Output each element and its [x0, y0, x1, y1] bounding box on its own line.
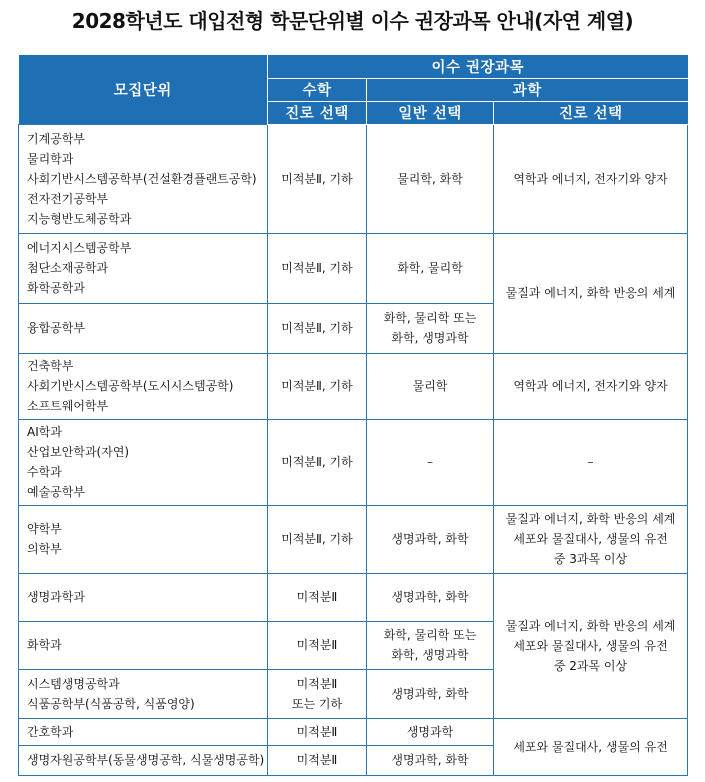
unit-cell	[19, 745, 268, 775]
unit-cell	[19, 419, 268, 505]
unit-name: 융합공학부	[27, 321, 85, 335]
header-unit: 모집단위	[19, 55, 268, 124]
unit-cell	[19, 621, 268, 669]
math-cell: 미적분Ⅱ	[268, 745, 367, 775]
sci-career-cell: 세포와 물질대사, 생물의 유전	[494, 718, 688, 775]
header-sci-career: 진로 선택	[494, 101, 688, 124]
math-cell: 미적분Ⅱ	[268, 573, 367, 621]
sci-general-cell: 생명과학, 화학	[367, 669, 494, 718]
sci-career-cell: 역학과 에너지, 전자기와 양자	[494, 124, 688, 233]
unit-name: 소프트웨어학부	[27, 399, 109, 413]
unit-name: 예술공학부	[27, 485, 85, 499]
unit-name: 첨단소재공학과	[27, 261, 109, 275]
sci-general-cell: 화학, 물리학	[367, 233, 494, 303]
unit-name: 시스템생명공학과	[27, 676, 120, 691]
unit-name: 화학공학과	[27, 281, 85, 295]
header-sci-general: 일반 선택	[367, 101, 494, 124]
table-row	[19, 573, 688, 621]
unit-name: 생명자원공학부(동물생명공학, 식물생명공학)	[27, 753, 265, 767]
unit-name: AI학과	[27, 425, 62, 439]
unit-cell	[19, 124, 268, 233]
table-row	[19, 419, 688, 505]
unit-name: 기계공학부	[27, 131, 85, 146]
math-cell: 미적분Ⅱ 또는 기하	[268, 669, 367, 718]
sci-general-cell: 생명과학, 화학	[367, 745, 494, 775]
sci-general-cell: 화학, 물리학 또는 화학, 생명과학	[367, 303, 494, 353]
unit-cell	[19, 718, 268, 745]
unit-name: 약학부	[27, 522, 62, 536]
unit-name: 전자전기공학부	[27, 191, 109, 206]
sci-career-cell: 역학과 에너지, 전자기와 양자	[494, 353, 688, 419]
sci-general-cell: 물리학	[367, 353, 494, 419]
unit-name: 에너지시스템공학부	[27, 241, 132, 255]
math-cell: 미적분Ⅱ	[268, 621, 367, 669]
recommended-courses-table	[18, 55, 688, 776]
page-title: 2028학년도 대입전형 학문단위별 이수 권장과목 안내(자연 계열)	[71, 9, 634, 33]
unit-name: 수학과	[27, 465, 62, 479]
header-math: 수학	[268, 78, 367, 101]
table-row	[19, 718, 688, 745]
unit-cell	[19, 353, 268, 419]
unit-name: 산업보안학과(자연)	[27, 445, 130, 459]
unit-cell	[19, 669, 268, 718]
math-cell: 미적분Ⅱ, 기하	[268, 353, 367, 419]
unit-cell	[19, 233, 268, 303]
header-science: 과학	[367, 78, 688, 101]
table-row	[19, 505, 688, 573]
unit-cell	[19, 573, 268, 621]
sci-career-cell: –	[494, 419, 688, 505]
header-recommended: 이수 권장과목	[268, 55, 688, 78]
unit-name: 식품공학부(식품공학, 식품영양)	[27, 696, 195, 711]
sci-career-cell: 물질과 에너지, 화학 반응의 세계	[494, 233, 688, 353]
unit-name: 생명과학과	[27, 590, 85, 604]
table-row	[19, 233, 688, 303]
sci-general-cell: 물리학, 화학	[367, 124, 494, 233]
unit-cell	[19, 505, 268, 573]
math-cell: 미적분Ⅱ, 기하	[268, 233, 367, 303]
math-cell: 미적분Ⅱ, 기하	[268, 505, 367, 573]
sci-general-cell: –	[367, 419, 494, 505]
sci-career-cell: 물질과 에너지, 화학 반응의 세계 세포와 물질대사, 생물의 유전 중 2과목 이상	[494, 573, 688, 718]
table-row	[19, 124, 688, 233]
unit-name: 건축학부	[27, 359, 74, 373]
table-row	[19, 353, 688, 419]
sci-general-cell: 생명과학	[367, 718, 494, 745]
unit-name: 사회기반시스템공학부(도시시스템공학)	[27, 379, 234, 393]
math-cell: 미적분Ⅱ, 기하	[268, 419, 367, 505]
unit-name: 화학과	[27, 638, 62, 652]
math-cell: 미적분Ⅱ	[268, 718, 367, 745]
sci-general-cell: 화학, 물리학 또는 화학, 생명과학	[367, 621, 494, 669]
math-cell: 미적분Ⅱ, 기하	[268, 303, 367, 353]
unit-name: 지능형반도체공학과	[27, 211, 132, 226]
unit-name: 의학부	[27, 542, 62, 556]
sci-career-cell: 물질과 에너지, 화학 반응의 세계 세포와 물질대사, 생물의 유전 중 3과목 이상	[494, 505, 688, 573]
unit-name: 사회기반시스템공학부(건설환경플랜트공학)	[27, 171, 257, 186]
math-cell: 미적분Ⅱ, 기하	[268, 124, 367, 233]
unit-name: 간호학과	[27, 724, 74, 739]
unit-name: 물리학과	[27, 151, 74, 166]
unit-cell	[19, 303, 268, 353]
sci-general-cell: 생명과학, 화학	[367, 573, 494, 621]
header-math-career: 진로 선택	[268, 101, 367, 124]
sci-general-cell: 생명과학, 화학	[367, 505, 494, 573]
